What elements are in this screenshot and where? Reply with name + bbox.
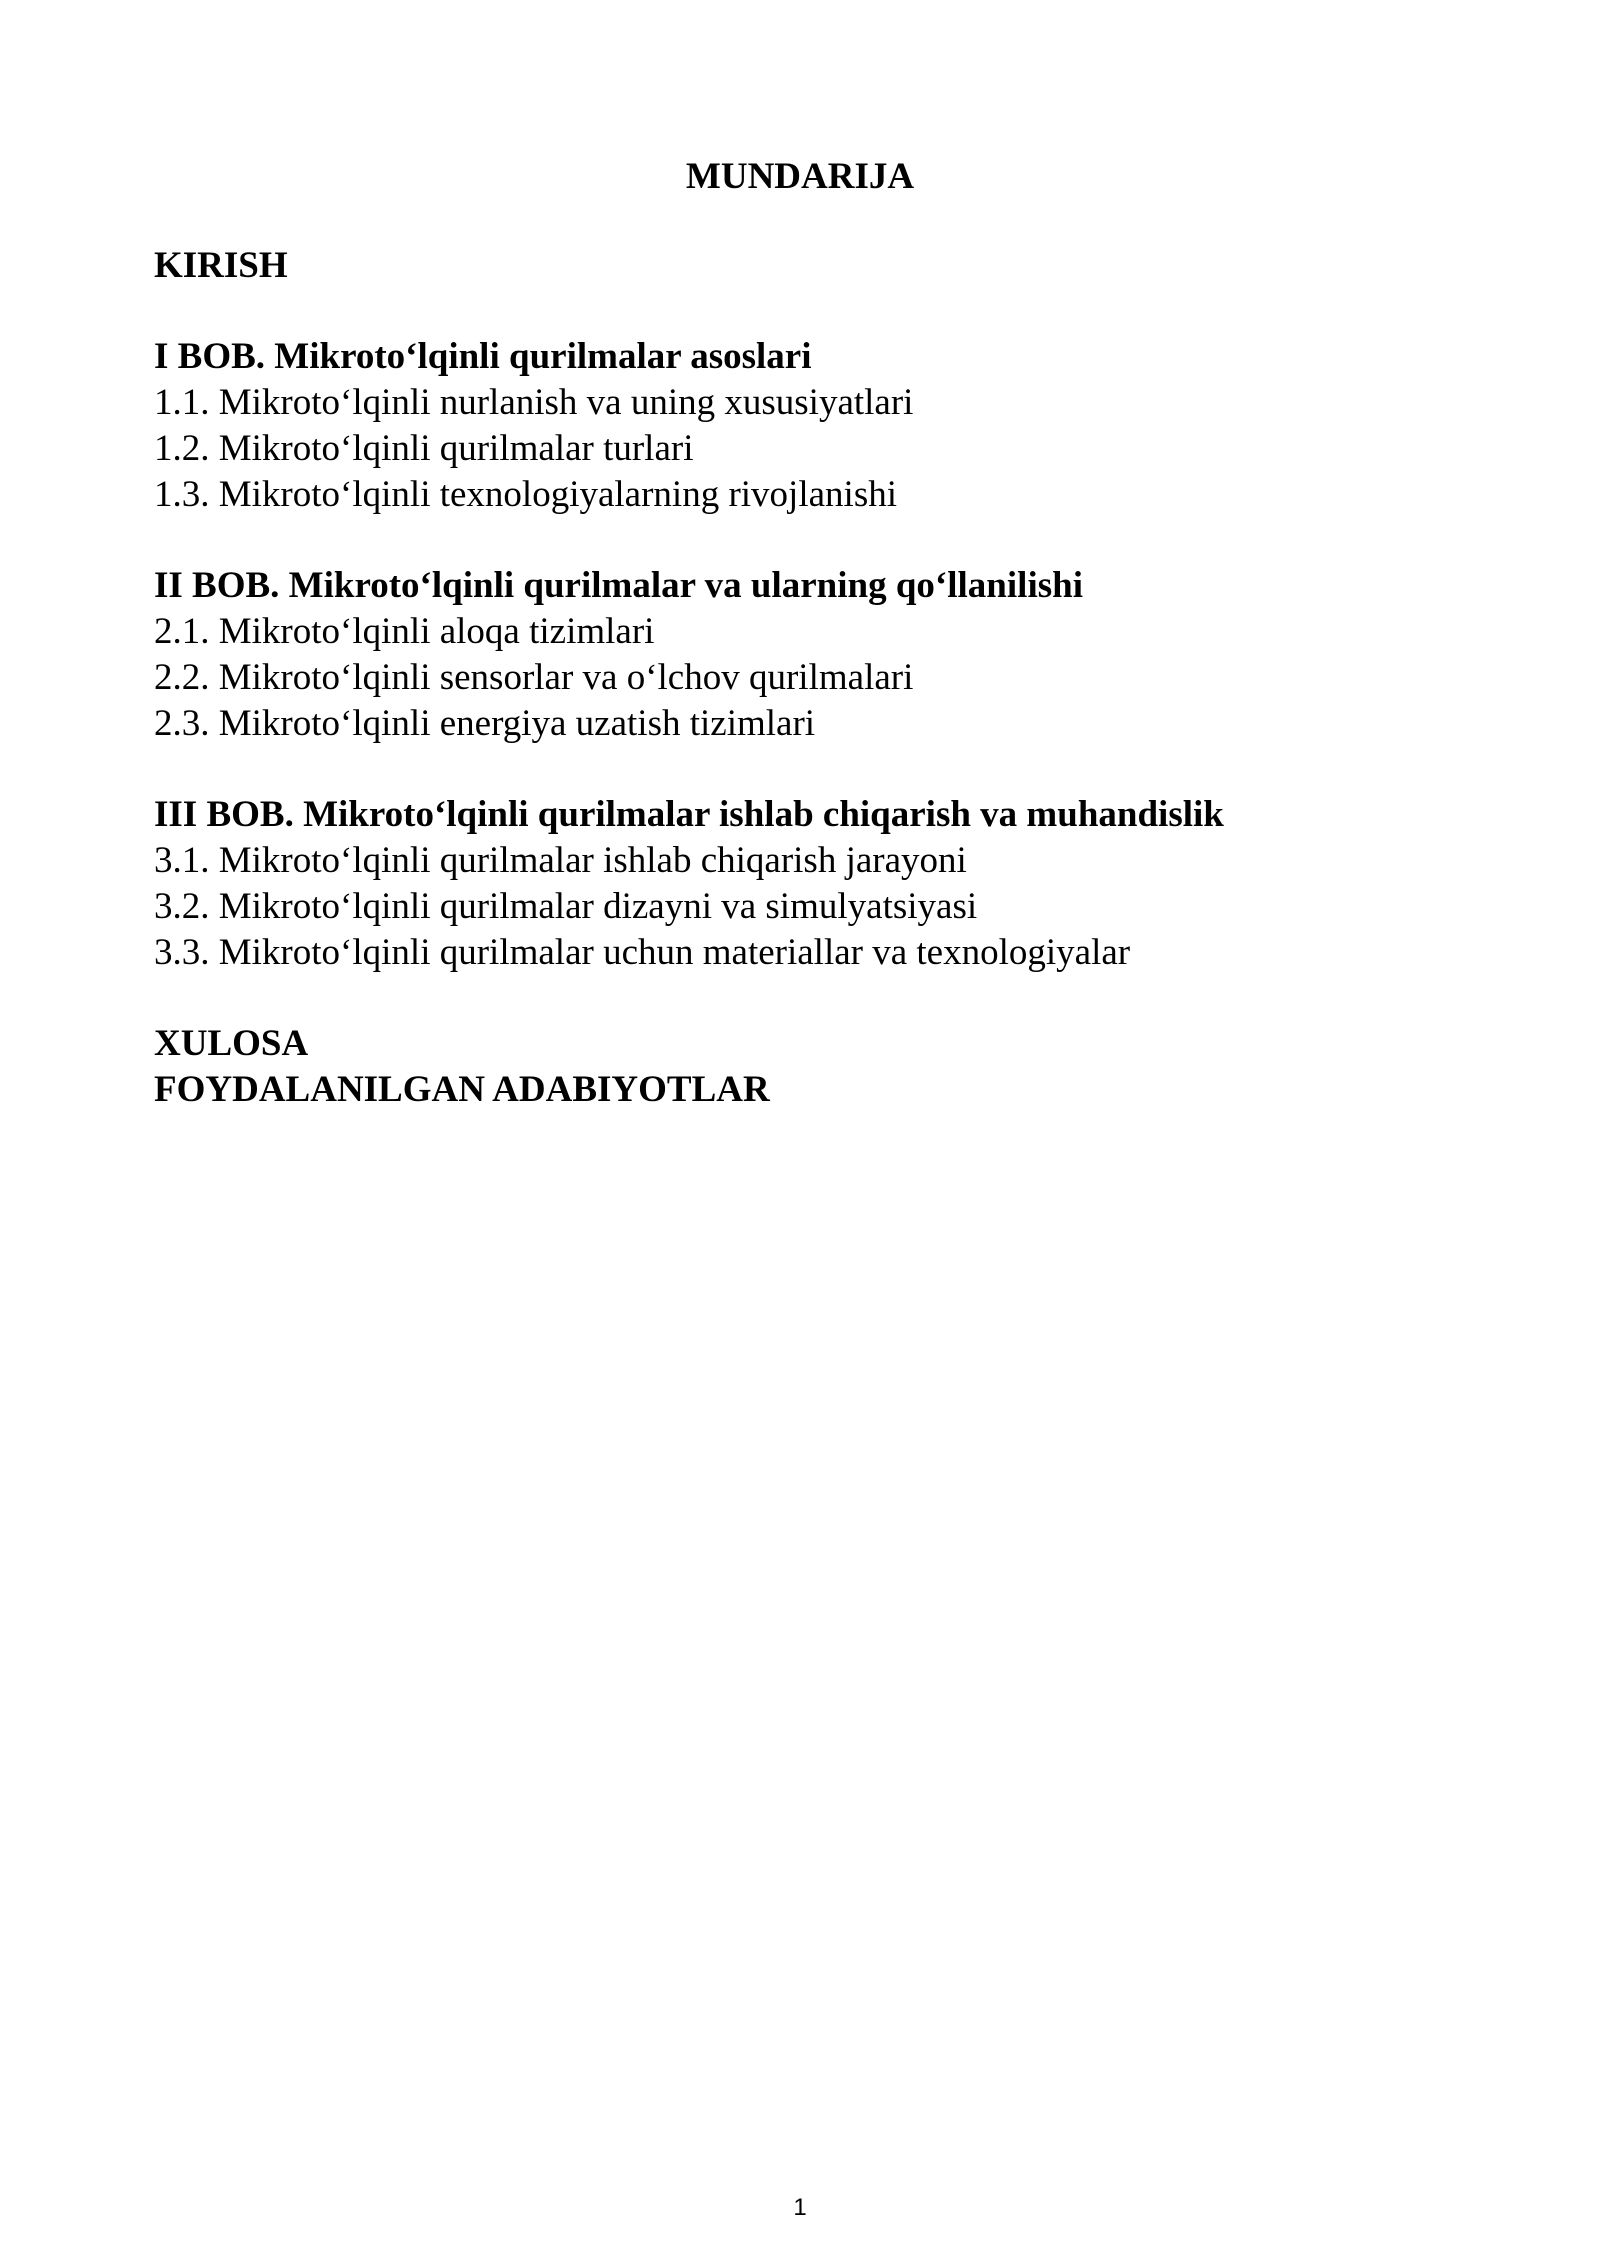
page-number: 1 [793, 2194, 807, 2221]
toc-intro: KIRISH [154, 245, 288, 286]
toc-chapter-3-heading: III BOB. Mikroto‘lqinli qurilmalar ishlab chiqarish va muhandislik [154, 794, 1224, 835]
toc-section-1-1: 1.1. Mikroto‘lqinli nurlanish va uning xususiyatlari [154, 382, 914, 423]
toc-section-3-2: 3.2. Mikroto‘lqinli qurilmalar dizayni va simulyatsiyasi [154, 886, 978, 927]
page-title: MUNDARIJA [685, 156, 915, 197]
toc-section-3-1: 3.1. Mikroto‘lqinli qurilmalar ishlab chiqarish jarayoni [154, 840, 967, 881]
toc-section-2-3: 2.3. Mikroto‘lqinli energiya uzatish tizimlari [154, 703, 816, 744]
toc-chapter-2-heading: II BOB. Mikroto‘lqinli qurilmalar va ularning qo‘llanilishi [154, 565, 1083, 606]
toc-section-2-1: 2.1. Mikroto‘lqinli aloqa tizimlari [154, 611, 655, 652]
toc-section-1-2: 1.2. Mikroto‘lqinli qurilmalar turlari [154, 428, 694, 469]
toc-chapter-1-heading: I BOB. Mikroto‘lqinli qurilmalar asoslari [154, 336, 812, 377]
toc-references: FOYDALANILGAN ADABIYOTLAR [154, 1069, 770, 1110]
toc-section-2-2: 2.2. Mikroto‘lqinli sensorlar va o‘lchov qurilmalari [154, 657, 914, 698]
toc-conclusion: XULOSA [154, 1023, 309, 1064]
toc-section-1-3: 1.3. Mikroto‘lqinli texnologiyalarning rivojlanishi [154, 474, 897, 515]
toc-section-3-3: 3.3. Mikroto‘lqinli qurilmalar uchun materiallar va texnologiyalar [154, 932, 1131, 973]
